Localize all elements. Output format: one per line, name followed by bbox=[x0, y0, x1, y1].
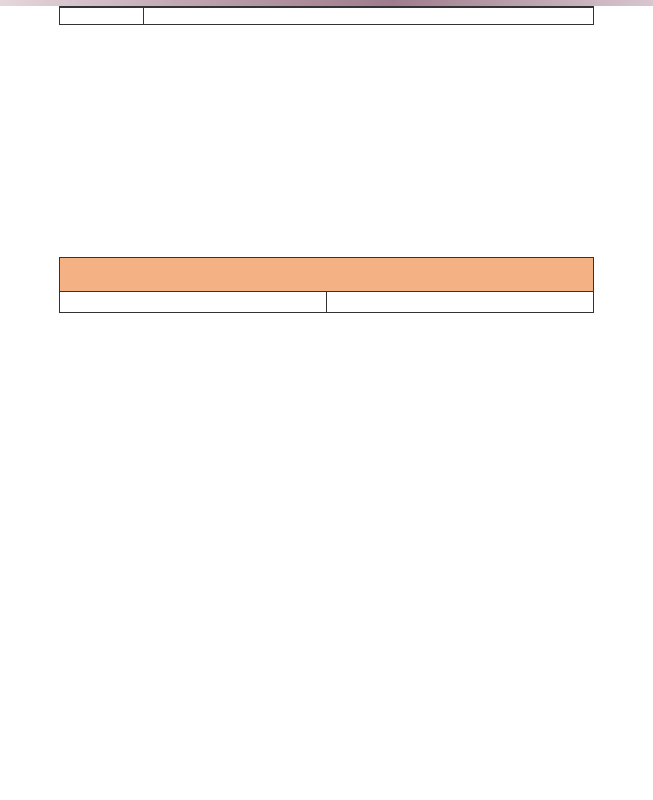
column-header-row bbox=[60, 292, 594, 313]
day-title-en bbox=[60, 275, 593, 291]
time-cell bbox=[60, 8, 144, 25]
dinner-cell bbox=[144, 8, 594, 25]
agenda-table-continued bbox=[59, 6, 594, 25]
day-header bbox=[60, 258, 594, 292]
day-title-cn bbox=[60, 258, 593, 275]
day-header-row bbox=[60, 258, 594, 292]
table-row bbox=[60, 8, 594, 25]
agenda-table-jan26 bbox=[59, 257, 594, 313]
col-header-time bbox=[60, 292, 327, 313]
col-header-agenda bbox=[327, 292, 594, 313]
